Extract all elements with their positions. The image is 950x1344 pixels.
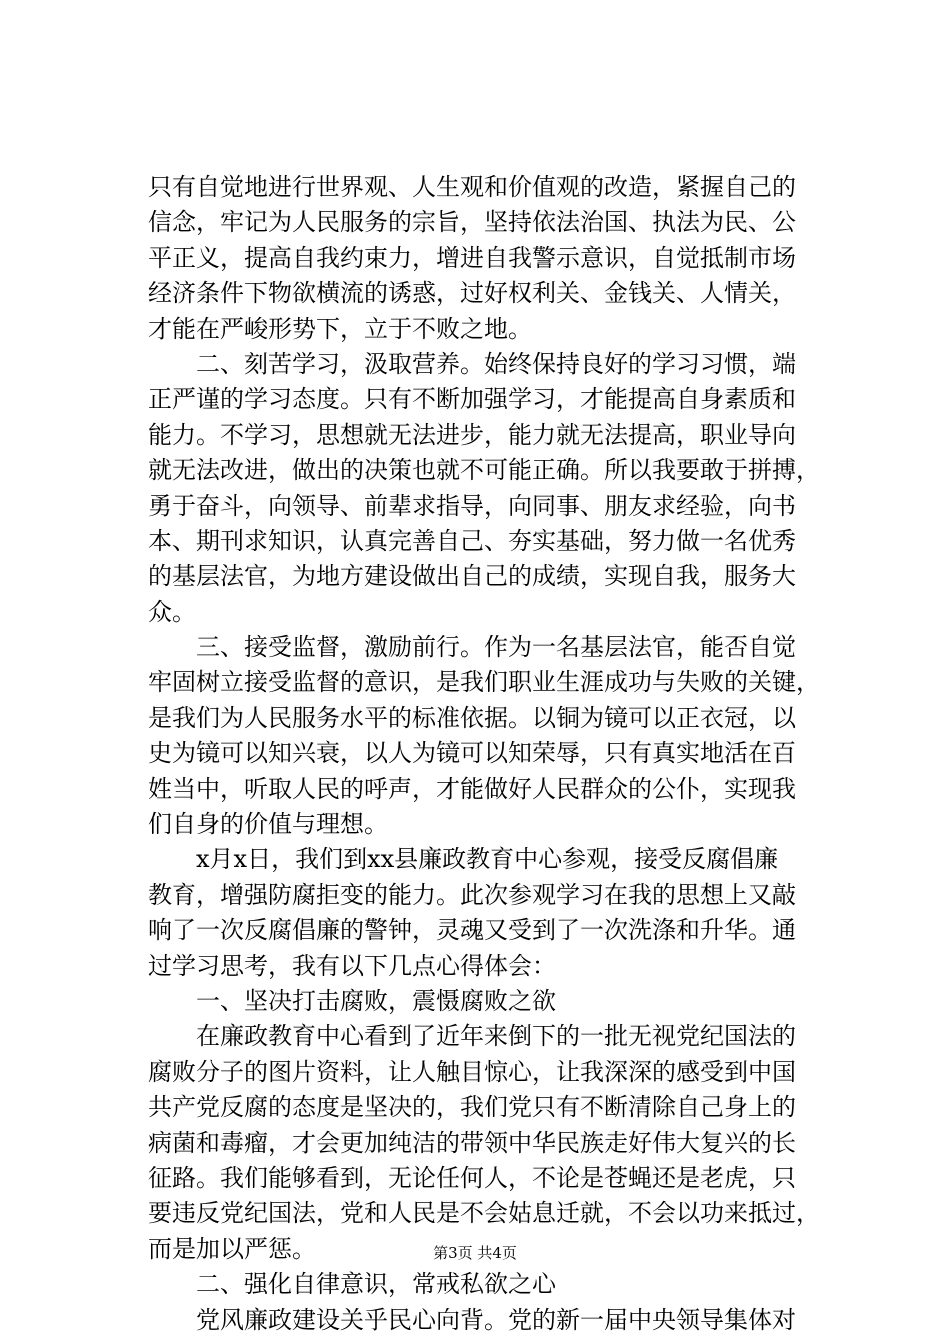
text-line: 共产党反腐的态度是坚决的，我们党只有不断清除自己身上的 <box>148 1093 796 1122</box>
text-line: 才能在严峻形势下，立于不败之地。 <box>148 314 532 343</box>
text-line: 信念，牢记为人民服务的宗旨，坚持依法治国、执法为民、公 <box>148 208 796 237</box>
text-line: 的基层法官，为地方建设做出自己的成绩，实现自我，服务大 <box>148 562 796 591</box>
text-line: 是我们为人民服务水平的标准依据。以铜为镜可以正衣冠，以 <box>148 703 796 732</box>
text-line: 征路。我们能够看到，无论任何人，不论是苍蝇还是老虎，只 <box>148 1163 796 1192</box>
text-line: 史为镜可以知兴衰，以人为镜可以知荣辱，只有真实地活在百 <box>148 739 796 768</box>
text-line: 要违反党纪国法，党和人民是不会姑息迁就，不会以功来抵过， <box>148 1199 820 1228</box>
page-footer: 第3页 共4页 <box>433 1244 517 1262</box>
text-line: 而是加以严惩。 <box>148 1234 316 1263</box>
text-line: 勇于奋斗，向领导、前辈求指导，向同事、朋友求经验，向书 <box>148 491 796 520</box>
text-line: 教育，增强防腐拒变的能力。此次参观学习在我的思想上又敲 <box>148 880 796 909</box>
text-line: 就无法改进，做出的决策也就不可能正确。所以我要敢于拼搏， <box>148 456 820 485</box>
text-line: 们自身的价值与理想。 <box>148 810 388 839</box>
text-line: 腐败分子的图片资料，让人触目惊心，让我深深的感受到中国 <box>148 1057 796 1086</box>
text-line: 姓当中，听取人民的呼声，才能做好人民群众的公仆，实现我 <box>148 774 796 803</box>
text-line: 牢固树立接受监督的意识，是我们职业生涯成功与失败的关键， <box>148 668 820 697</box>
text-line: 本、期刊求知识，认真完善自己、夯实基础，努力做一名优秀 <box>148 526 796 555</box>
text-line: 一、坚决打击腐败，震慑腐败之欲 <box>148 986 556 1015</box>
text-line: 经济条件下物欲横流的诱惑，过好权利关、金钱关、人情关， <box>148 279 796 308</box>
text-line: 只有自觉地进行世界观、人生观和价值观的改造，紧握自己的 <box>148 173 796 201</box>
text-line: 党风廉政建设关乎民心向背。党的新一届中央领导集体对 <box>148 1305 796 1334</box>
text-line: 响了一次反腐倡廉的警钟，灵魂又受到了一次洗涤和升华。通 <box>148 916 796 945</box>
text-line: 众。 <box>148 597 196 626</box>
text-line: 二、刻苦学习，汲取营养。始终保持良好的学习习惯，端 <box>148 349 796 378</box>
text-line: 平正义，提高自我约束力，增进自我警示意识，自觉抵制市场 <box>148 243 796 272</box>
text-line: 过学习思考，我有以下几点心得体会： <box>148 951 556 980</box>
text-line: 在廉政教育中心看到了近年来倒下的一批无视党纪国法的 <box>148 1022 796 1051</box>
text-line: 病菌和毒瘤，才会更加纯洁的带领中华民族走好伟大复兴的长 <box>148 1128 796 1157</box>
text-line: 能力。不学习，思想就无法进步，能力就无法提高，职业导向 <box>148 420 796 449</box>
text-line: 三、接受监督，激励前行。作为一名基层法官，能否自觉 <box>148 633 796 662</box>
document-body <box>148 170 838 1338</box>
text-line: 正严谨的学习态度。只有不断加强学习，才能提高自身素质和 <box>148 385 796 414</box>
text-line: 二、强化自律意识，常戒私欲之心 <box>148 1270 556 1299</box>
text-line: x月x日，我们到xx县廉政教育中心参观，接受反腐倡廉 <box>148 845 779 874</box>
